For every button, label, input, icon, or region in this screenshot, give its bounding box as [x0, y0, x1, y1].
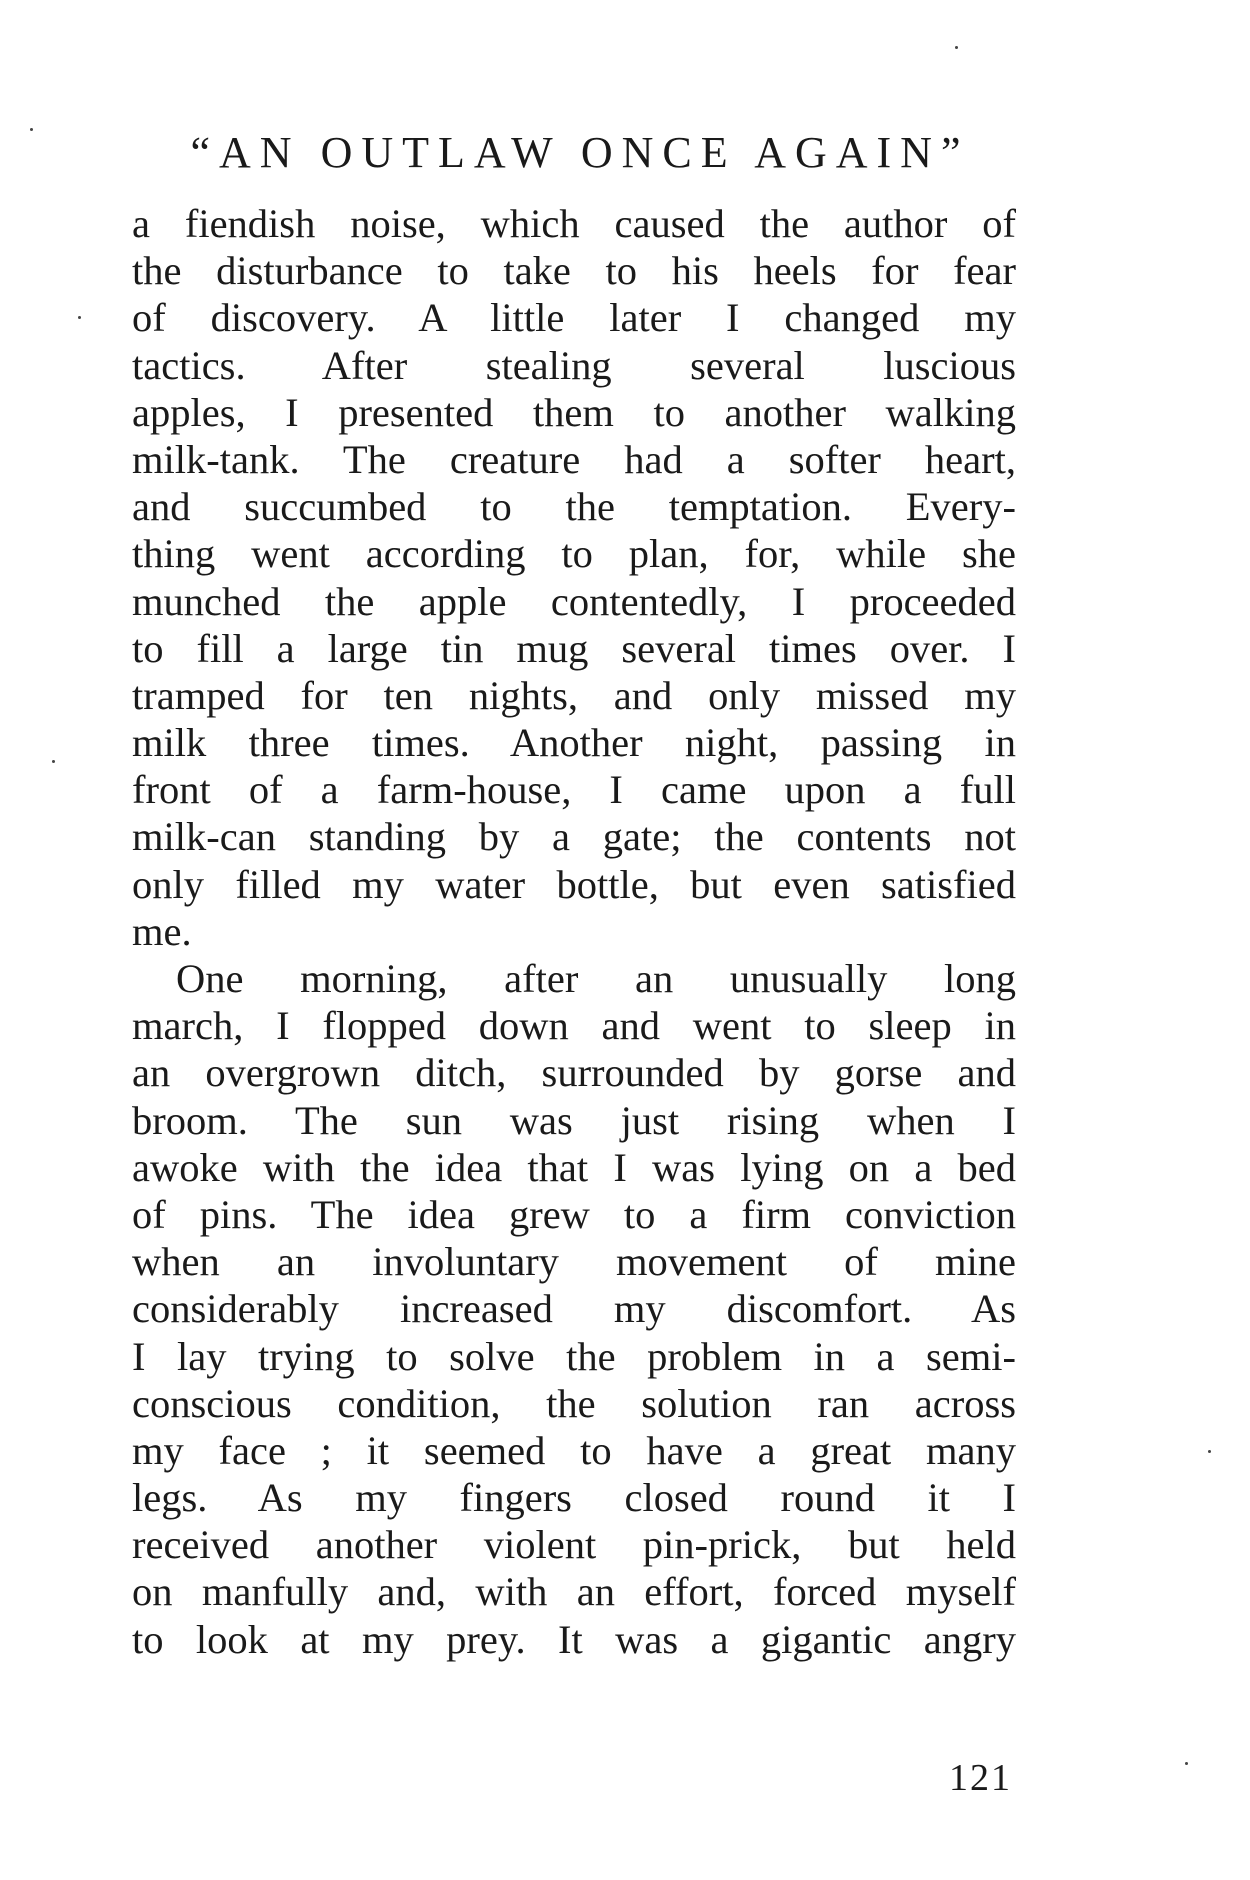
paper-speck — [1208, 1450, 1211, 1453]
running-head: “AN OUTLAW ONCE AGAIN” — [190, 128, 970, 177]
paper-speck — [78, 316, 81, 319]
text-line: milk three times. Another night, passing in — [132, 720, 1016, 766]
paper-speck — [955, 46, 958, 49]
text-line: received another violent pin-prick, but held — [132, 1522, 1016, 1568]
text-line: to look at my prey. It was a gigantic angry — [132, 1616, 1016, 1662]
text-line: milk-tank. The creature had a softer heart, — [132, 436, 1016, 482]
paper-speck — [52, 760, 55, 763]
text-line: munched the apple contentedly, I proceeded — [132, 578, 1016, 624]
paper-speck — [1185, 1762, 1188, 1765]
text-line: front of a farm-house, I came upon a full — [132, 767, 1016, 813]
text-line: of pins. The idea grew to a firm conviction — [132, 1191, 1016, 1237]
text-line: legs. As my fingers closed round it I — [132, 1475, 1016, 1521]
text-line: tactics. After stealing several luscious — [132, 342, 1016, 388]
text-line: One morning, after an unusually long — [176, 956, 1016, 1001]
text-line: a fiendish noise, which caused the author of — [132, 201, 1016, 246]
text-line: only filled my water bottle, but even satisfied — [132, 861, 1016, 907]
paragraph — [132, 200, 1016, 955]
text-line: awoke with the idea that I was lying on a bed — [132, 1144, 1016, 1190]
text-line: thing went according to plan, for, while she — [132, 531, 1016, 577]
text-line: and succumbed to the temptation. Every- — [132, 484, 1016, 530]
page-number: 121 — [949, 1757, 1012, 1799]
paper-speck — [30, 128, 33, 131]
text-line: I lay trying to solve the problem in a semi- — [132, 1333, 1016, 1379]
text-line: apples, I presented them to another walking — [132, 389, 1016, 435]
text-line: me. — [132, 908, 192, 954]
text-line: the disturbance to take to his heels for fear — [132, 248, 1016, 294]
text-line: an overgrown ditch, surrounded by gorse and — [132, 1050, 1016, 1096]
text-line: of discovery. A little later I changed my — [132, 295, 1016, 341]
text-line: my face ; it seemed to have a great many — [132, 1427, 1016, 1473]
text-line: conscious condition, the solution ran across — [132, 1380, 1016, 1426]
body-text — [132, 200, 1016, 1663]
paragraph — [132, 955, 1016, 1663]
text-line: milk-can standing by a gate; the contents not — [132, 814, 1016, 860]
text-line: to fill a large tin mug several times over. I — [132, 625, 1016, 671]
text-line: when an involuntary movement of mine — [132, 1239, 1016, 1285]
text-line: tramped for ten nights, and only missed my — [132, 672, 1016, 718]
text-line: considerably increased my discomfort. As — [132, 1286, 1016, 1332]
text-line: broom. The sun was just rising when I — [132, 1097, 1016, 1143]
text-line: on manfully and, with an effort, forced myself — [132, 1569, 1016, 1615]
text-line: march, I flopped down and went to sleep in — [132, 1003, 1016, 1049]
